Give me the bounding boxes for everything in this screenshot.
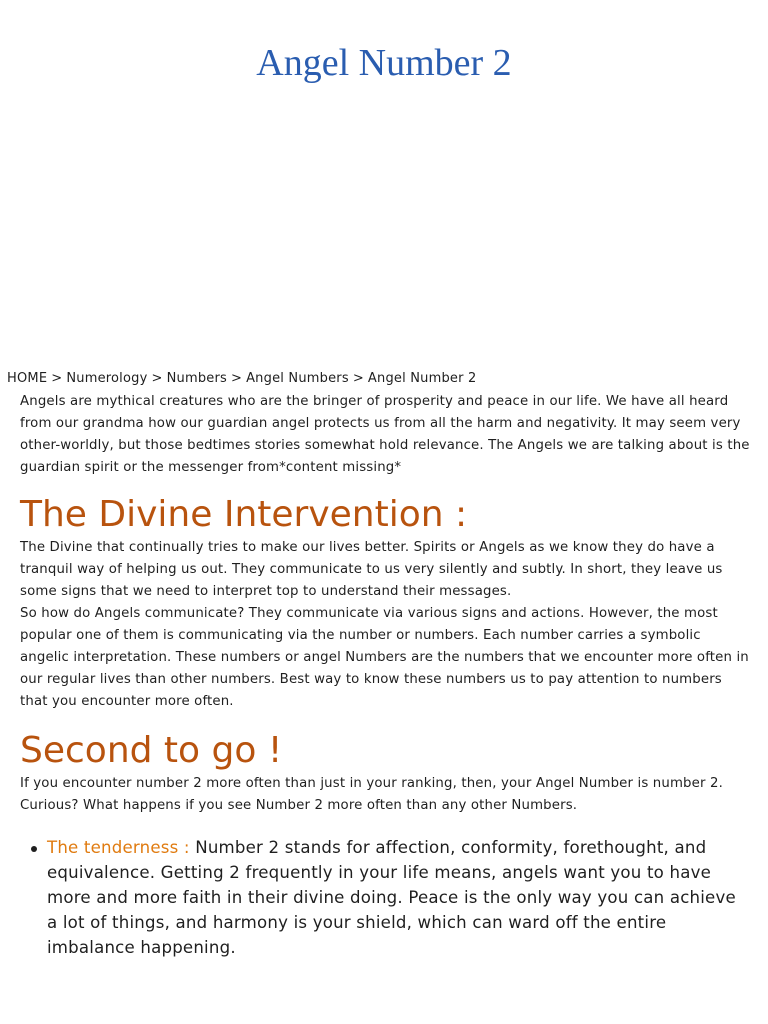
- breadcrumb-separator: >: [51, 371, 63, 386]
- breadcrumb-current: Angel Number 2: [367, 371, 477, 386]
- breadcrumb-numerology-link[interactable]: Numerology: [66, 371, 148, 386]
- page-title: Angel Number 2: [256, 42, 512, 84]
- second-to-go-paragraph: If you encounter number 2 more often than just in your ranking, then, your Angel Number is number 2. Curious? What happens if you see Number 2 more often than any other Numbers.: [20, 776, 723, 813]
- breadcrumb-separator: >: [151, 371, 163, 386]
- breadcrumb: [7, 370, 476, 388]
- intro-paragraph: Angels are mythical creatures who are the bringer of prosperity and peace in our life. We have all heard from our grandma how our guardian angel protects us from all the harm and negativity. It may seem very other-worldly, but those bedtimes stories somewhat hold relevance. The Angels we are talking about is the guardian spirit or the messenger from*content missing*: [20, 394, 750, 475]
- breadcrumb-angel-numbers-link[interactable]: Angel Numbers: [246, 371, 349, 386]
- divine-paragraph-1: The Divine that continually tries to make our lives better. Spirits or Angels as we know they do have a tranquil way of helping us out. They communicate to us very silently and subtly. In short, they leave us some signs that we need to interpret top to understand their messages.: [20, 540, 723, 599]
- breadcrumb-separator: >: [352, 371, 364, 386]
- breadcrumb-separator: >: [231, 371, 243, 386]
- breadcrumb-numbers-link[interactable]: Numbers: [166, 371, 227, 386]
- list-item: [28, 835, 750, 960]
- divine-paragraph-2: So how do Angels communicate? They communicate via various signs and actions. However, the most popular one of them is communicating via the number or numbers. Each number carries a symbolic angelic interpretation. These numbers or angel Numbers are the numbers that we encounter more often in our regular lives than other numbers. Best way to know these numbers us to pay attention to numbers that you encounter more often.: [20, 606, 749, 709]
- breadcrumb-home-link[interactable]: HOME: [7, 371, 48, 386]
- article-content: [20, 391, 750, 960]
- second-to-go-heading: Second to go !: [20, 730, 283, 771]
- tenderness-term: The tenderness :: [47, 838, 190, 857]
- meaning-list: [20, 835, 750, 960]
- divine-intervention-heading: The Divine Intervention :: [20, 494, 468, 535]
- tenderness-text: Number 2 stands for affection, conformity, forethought, and equivalence. Getting 2 frequently in your life means, angels want you to have more and more faith in their divine doing. Peace is the only way you can achieve a lot of things, and harmony is your shield, which can ward off the entire imbalance happening.: [47, 838, 736, 957]
